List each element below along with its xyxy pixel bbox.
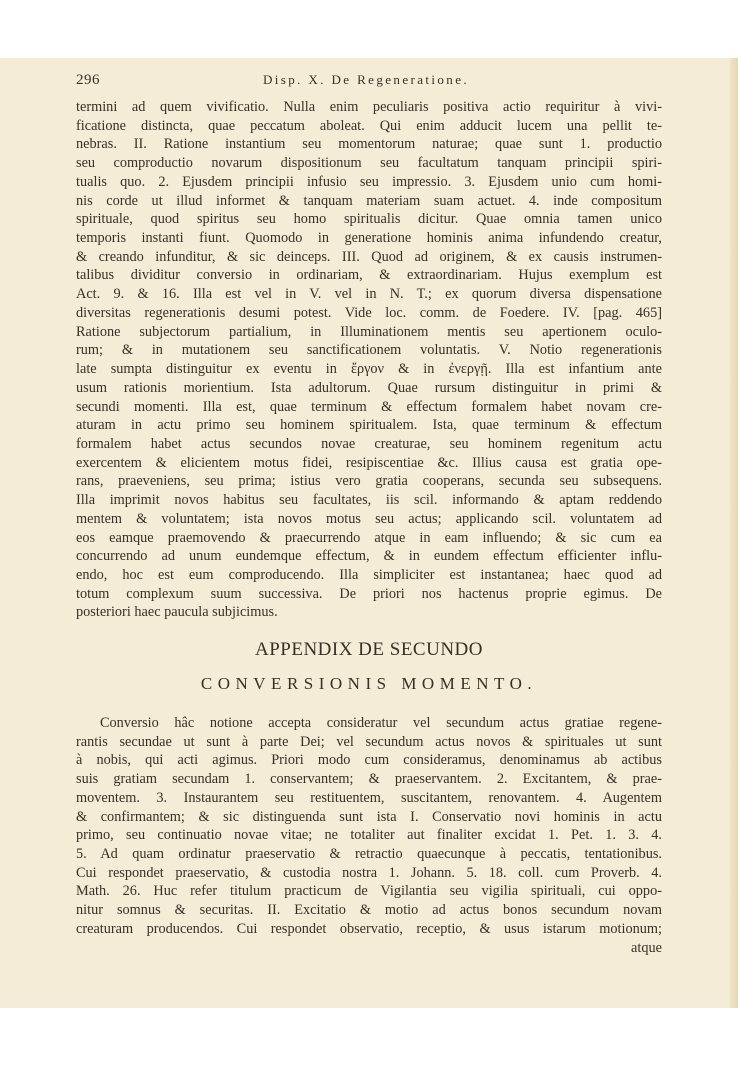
book-page	[0, 58, 738, 1008]
text-line: Illa imprimit novos habitus seu facultates, iis scil. informando & aptam reddendo	[76, 492, 662, 509]
appendix-title: APPENDIX DE SECUNDO	[254, 639, 483, 660]
text-line: suis gratiam secundam 1. conservantem; & praeservantem. 2. Excitantem, & prae-	[76, 771, 662, 788]
text-line: tualis quo. 2. Ejusdem principii infusio seu impressio. 3. Ejusdem unio cum homi-	[76, 173, 662, 190]
text-line: moventem. 3. Instaurantem seu restituentem, suscitantem, renovantem. 4. Augentem	[76, 789, 662, 806]
running-head	[76, 72, 656, 94]
text-line: secundi momenti. Illa est, quae terminum & effectum formalem habet novam cre-	[76, 398, 662, 415]
text-line: à nobis, qui acti agimus. Priori modo cum consideramus, denominamus ab actibus	[76, 752, 662, 769]
text-line: & creando infunditur, & sic deinceps. III. Quod ad originem, & ex causis instrumen-	[76, 248, 662, 265]
text-line: diversitas regenerationis desumi potest. Vide loc. comm. de Foedere. IV. [pag. 465]	[76, 304, 662, 321]
text-line: late sumpta distinguitur ex eventu in ἔργον & in ἐνεργῇ. Illa est infantium ante	[76, 361, 662, 378]
text-line: rum; & in mutationem seu sanctificationem voluntatis. V. Notio regenerationis	[76, 342, 662, 359]
text-line: temporis instanti fiunt. Quomodo in generatione hominis anima infundendo creatur,	[76, 230, 662, 247]
text-line: nis corde ut illud informet & tanquam materiam suam actuet. 4. inde compositum	[76, 192, 662, 209]
text-line: eos eamque praemovendo & praecurrendo atque in eam influendo; & sic cum ea	[76, 529, 662, 546]
text-line: totum complexum suum successiva. De priori nos hactenus proprie egimus. De	[76, 585, 662, 602]
page-number: 296	[76, 72, 100, 88]
text-line: rans, praeveniens, seu prima; istius vero gratia cooperans, secunda seu subsequens.	[76, 473, 662, 490]
text-line: rantis secundae ut sunt à parte Dei; vel secundum actus novos & spirituales ut sunt	[76, 733, 662, 750]
text-line: nitur somnus & securitas. II. Excitatio & motio ad actus bonos secundum novam	[76, 902, 662, 919]
text-line: Math. 26. Huc refer titulum practicum de Vigilantia seu vigilia spirituali, cui oppo-	[76, 883, 662, 900]
text-line: posteriori haec paucula subjicimus.	[76, 604, 278, 621]
text-line: spirituale, quod spiritus seu homo spiritualis dicitur. Quae omnia tamen unico	[76, 211, 662, 228]
text-line: Act. 9. & 16. Illa est vel in V. vel in N. T.; ex quorum diversa dispensatione	[76, 286, 662, 303]
text-line: & confirmantem; & sic distinguenda sunt ista I. Conservatio novi hominis in actu	[76, 808, 662, 825]
text-line: Conversio hâc notione accepta consideratur vel secundum actus gratiae regene-	[100, 715, 662, 731]
appendix-paragraph	[76, 714, 662, 957]
text-line: endo, hoc est eum comproducendo. Illa simpliciter est instantanea; haec quod ad	[76, 566, 662, 583]
text-line: formalem habet actus secundos novae creaturae, seu hominem regenitum actu	[76, 435, 662, 452]
running-title: Disp. X. De Regeneratione.	[262, 72, 470, 87]
text-line: concurrendo ad unum eundemque effectum, & in eundem effectum efficienter influ-	[76, 548, 662, 565]
text-line: Cui respondet praeservatio, & custodia nostra 1. Johann. 5. 18. coll. cum Proverb. 4.	[76, 864, 662, 881]
text-line: usum rationis morientium. Ista adultorum. Quae rursum distinguitur in primi &	[76, 379, 662, 396]
body-paragraph	[76, 98, 662, 622]
text-line: 5. Ad quam ordinatur praeservatio & retractio quaecunque à peccatis, tentationibus.	[76, 846, 662, 863]
appendix-subtitle: CONVERSIONIS MOMENTO.	[200, 674, 538, 693]
page-edge	[730, 58, 738, 1008]
text-line: aturam in actu primo seu hominem spiritualem. Ista, quae terminum & effectum	[76, 417, 662, 434]
text-line: seu comproductio novarum dispositionum seu facultatum tanquam principii spiri-	[76, 155, 662, 172]
text-line: Ratione subjectorum partialium, in Illuminationem mentis seu apertionem oculo-	[76, 323, 662, 340]
text-line: primo, seu continuatio novae vitae; ne totaliter aut finaliter excidat 1. Pet. 1. 3. 4.	[76, 827, 662, 844]
text-line: termini ad quem vivificatio. Nulla enim peculiaris positiva actio requiritur à vivi-	[76, 99, 662, 115]
text-line: exercentem & elicientem motus fidei, resipiscentiae &c. Illius causa est gratia ope-	[76, 454, 662, 471]
text-line: atque	[631, 939, 662, 956]
text-line: creaturam producendos. Cui respondet observatio, receptio, & usus istarum motionum;	[76, 920, 662, 937]
text-line: ficatione distincta, quae peccatum aboleat. Qui enim adducit lucem una pellit te-	[76, 117, 662, 134]
text-line: mentem & voluntatem; ista novos motus seu actus; applicando scil. voluntatem ad	[76, 510, 662, 527]
text-line: talibus dividitur conversio in ordinariam, & extraordinariam. Hujus exemplum est	[76, 267, 662, 284]
text-line: nebras. II. Ratione instantium seu momentorum naturae; quae sunt 1. productio	[76, 136, 662, 153]
